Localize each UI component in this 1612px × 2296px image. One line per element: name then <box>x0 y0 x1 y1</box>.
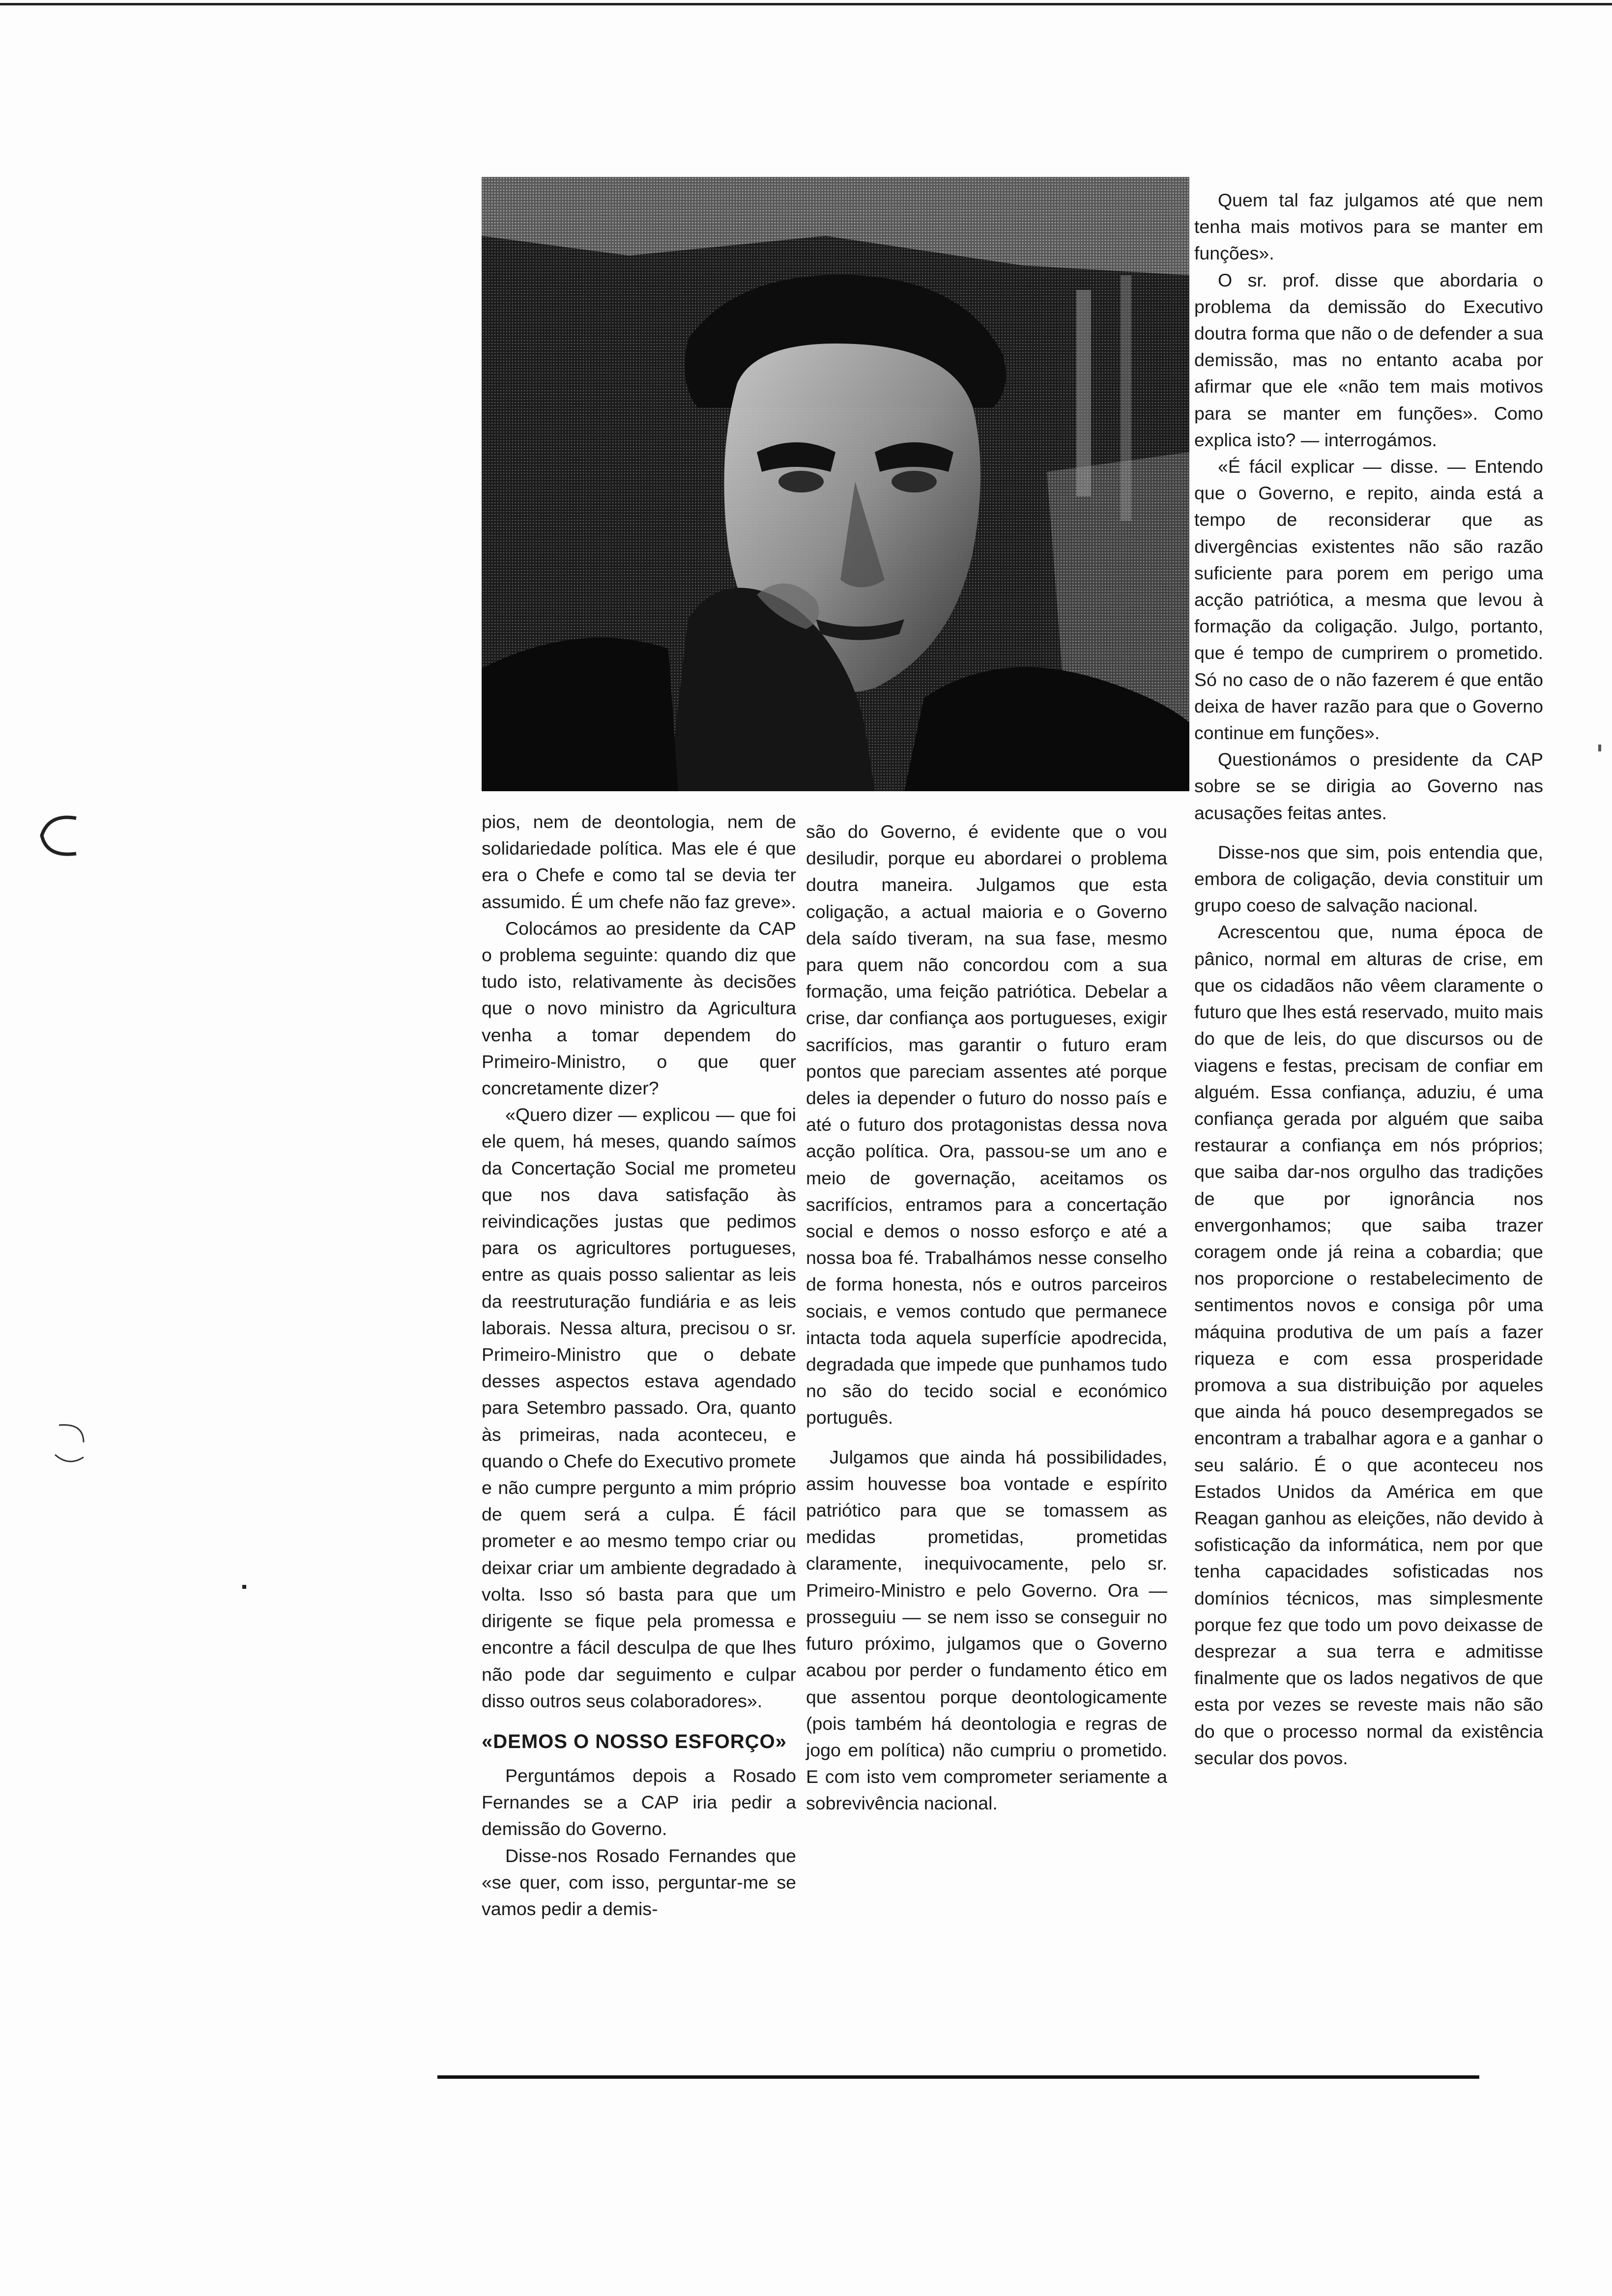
paragraph: pios, nem de deontologia, nem de solidariedade política. Mas ele é que era o Chefe e como tal se devia ter assumido. É um chefe não faz greve». <box>482 811 796 912</box>
paragraph: Perguntámos depois a Rosado Fernandes se a CAP iria pedir a demissão do Governo. <box>482 1765 796 1839</box>
scan-speck <box>242 1585 246 1589</box>
scan-hole-mark <box>49 1415 93 1469</box>
top-border-line <box>0 3 1612 5</box>
paragraph: Disse-nos Rosado Fernandes que «se quer, com isso, perguntar-me se vamos pedir a demis- <box>482 1845 796 1919</box>
article-column-1 <box>482 808 796 1922</box>
scan-speck <box>1598 745 1601 751</box>
portrait-photograph <box>482 177 1189 791</box>
scan-hole-mark <box>29 808 84 862</box>
paragraph: são do Governo, é evidente que o vou desiludir, porque eu abordarei o problema doutra maneira. Julgamos que esta coligação, a actual maioria e o Governo dela saído tiveram, na sua fase, mesmo para quem não concordou com a sua formação, uma feição patriótica. Debelar a crise, dar confiança aos portugueses, exigir sacrifícios, mas garantir o futuro eram pontos que pareciam assentes até porque deles ia depender o futuro do nosso país e até o futuro dos protagonistas dessa nova acção política. Ora, passou-se um ano e meio de governação, aceitamos os sacrifícios, entramos para a concertação social e demos o nosso esforço e até a nossa boa fé. Trabalhámos nesse conselho de forma honesta, nós e outros parceiros sociais, e vemos contudo que permanece intacta toda aquela superfície apodrecida, degradada que impede que punhamos tudo no são do tecido social e económico português. <box>806 821 1167 1428</box>
paragraph: Colocámos ao presidente da CAP o problema seguinte: quando diz que tudo isto, relativamente às decisões que o novo ministro da Agricultura venha a tomar dependem do Primeiro-Ministro, o que quer concretamente dizer? <box>482 918 796 1099</box>
paragraph: «Quero dizer — explicou — que foi ele quem, há meses, quando saímos da Concertação Social me prometeu que nos dava satisfação às reivindicações justas que pedimos para os agricultores portugueses, entre as quais posso salientar as leis da reestruturação fundiária e as leis laborais. Nessa altura, precisou o sr. Primeiro-Ministro que o debate desses aspectos estava agendado para Setembro passado. Ora, quanto às primeiras, nada aconteceu, e quando o Chefe do Executivo promete e não cumpre pergunto a mim próprio de quem será a culpa. É fácil prometer e ao mesmo tempo criar ou deixar criar um ambiente degradado à volta. Isso só basta para que um dirigente se fique pela promessa e encontre a fácil desculpa de que lhes não pode dar seguimento e culpar disso outros seus colaboradores». <box>482 1104 797 1711</box>
paragraph: Julgamos que ainda há possibilidades, assim houvesse boa vontade e espírito patriótico para que se tomassem as medidas prometidas, prometidas claramente, inequivocamente, pelo sr. Primeiro-Ministro e pelo Governo. Ora — prosseguiu — se nem isso se conseguir no futuro próximo, julgamos que o Governo acabou por perder o fundamento ético em que assentou porque deontologicamente (pois também há deontologia e regras de jogo em política) não cumpriu o prometido. E com isto vem comprometer seriamente a sobrevivência nacional. <box>806 1446 1167 1814</box>
section-heading: «DEMOS O NOSSO ESFORÇO» <box>482 1730 787 1752</box>
paragraph: Quem tal faz julgamos até que nem tenha mais motivos para se manter em funções». <box>1194 190 1543 264</box>
paragraph: «É fácil explicar — disse. — Entendo que o Governo, e repito, ainda está a tempo de reconsiderar que as divergências existentes não são razão suficiente para porem em perigo uma acção patriótica, a mesma que levou à formação da coligação. Julgo, portanto, que é tempo de cumprirem o prometido. Só no caso de o não fazerem é que então deixa de haver razão para que o Governo continue em funções». <box>1194 456 1543 744</box>
paragraph: O sr. prof. disse que abordaria o problema da demissão do Executivo doutra forma que não o de defender a sua demissão, mas no entanto acaba por afirmar que ele «não tem mais motivos para se manter em funções». Como explica isto? — interrogámos. <box>1194 269 1543 450</box>
paragraph: Acrescentou que, numa época de pânico, normal em alturas de crise, em que os cidadãos não vêem claramente o futuro que lhes está reservado, muito mais do que de leis, do que discursos ou de viagens e festas, precisam de confiar em alguém. Essa confiança, aduziu, é uma confiança gerada por alguém que saiba restaurar a confiança em nós próprios; que saiba dar-nos orgulho das tradições de que por ignorância nos envergonhamos; que saiba trazer coragem onde já reina a cobardia; que nos proporcione o restabelecimento de sentimentos novos e consiga pôr uma máquina produtiva de um país a fazer riqueza e com essa prosperidade promova a sua distribuição por aqueles que ainda há pouco desempregados se encontram a trabalhar agora e a ganhar o seu salário. É o que aconteceu nos Estados Unidos da América em que Reagan ganhou as eleições, não devido à sofisticação da informática, nem por que tenha capacidades sofisticadas nos domínios técnicos, mas simplesmente porque fez que todo um povo deixasse de desprezar a sua terra e admitisse finalmente que os lados negativos de que esta por vezes se reveste mais não são do que o processo normal da existência secular dos povos. <box>1194 921 1543 1768</box>
paragraph: Questionámos o presidente da CAP sobre se se dirigia ao Governo nas acusações feitas antes. <box>1194 749 1543 823</box>
article-column-2 <box>806 818 1167 1817</box>
bottom-border-line <box>437 2075 1479 2079</box>
paragraph: Disse-nos que sim, pois entendia que, embora de coligação, devia constituir um grupo coeso de salvação nacional. <box>1194 841 1543 916</box>
article-column-3 <box>1194 187 1543 1771</box>
